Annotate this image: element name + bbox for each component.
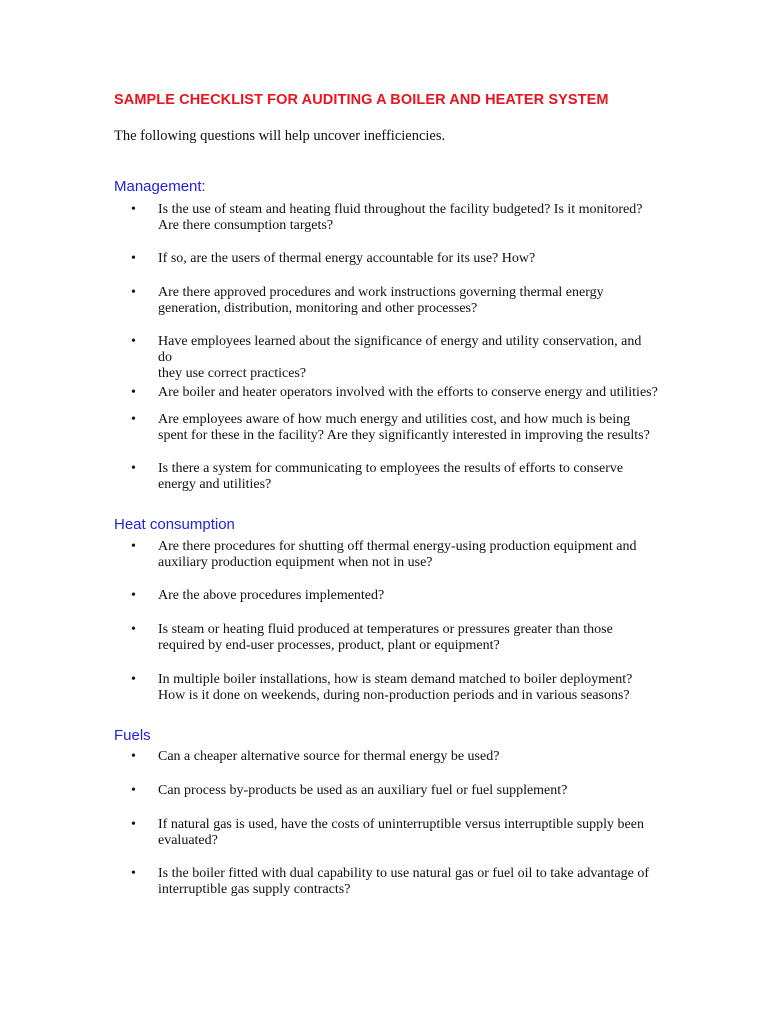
bullet: • xyxy=(131,866,136,881)
question-text: Is steam or heating fluid produced at temperatures or pressures greater than those required by end-user processes, product, plant or equipment? xyxy=(158,622,613,653)
document-title: SAMPLE CHECKLIST FOR AUDITING A BOILER AND HEATER SYSTEM xyxy=(114,92,609,108)
bullet: • xyxy=(131,588,136,603)
bullet: • xyxy=(131,202,136,217)
bullet: • xyxy=(131,539,136,554)
bullet: • xyxy=(131,285,136,300)
bullet: • xyxy=(131,412,136,427)
question-text: If so, are the users of thermal energy accountable for its use? How? xyxy=(158,251,536,266)
intro-paragraph: The following questions will help uncover inefficiencies. xyxy=(114,128,446,144)
bullet: • xyxy=(131,251,136,266)
bullet: • xyxy=(131,672,136,687)
section-heading-heat-consumption: Heat consumption xyxy=(114,516,235,533)
bullet: • xyxy=(131,622,136,637)
question-text: Is there a system for communicating to employees the results of efforts to conserve energy and utilities? xyxy=(158,461,624,492)
question-text: If natural gas is used, have the costs of uninterruptible versus interruptible supply been evaluated? xyxy=(158,817,644,848)
bullet: • xyxy=(131,749,136,764)
question-text: Is the use of steam and heating fluid throughout the facility budgeted? Is it monitored? Are there consumption targets? xyxy=(158,202,643,233)
question-text: Are boiler and heater operators involved with the efforts to conserve energy and utilities? xyxy=(158,385,658,400)
bullet: • xyxy=(131,385,136,400)
bullet: • xyxy=(131,817,136,832)
question-text: Are there procedures for shutting off thermal energy-using production equipment and auxiliary production equipment when not in use? xyxy=(158,539,637,570)
question-text: Can process by-products be used as an auxiliary fuel or fuel supplement? xyxy=(158,783,568,798)
question-text: Are the above procedures implemented? xyxy=(158,588,385,603)
bullet: • xyxy=(131,783,136,798)
question-text: Can a cheaper alternative source for thermal energy be used? xyxy=(158,749,500,764)
question-text: Have employees learned about the significance of energy and utility conservation, and do they use correct practices? xyxy=(158,334,642,381)
bullet: • xyxy=(131,334,136,349)
section-heading-fuels: Fuels xyxy=(114,727,151,744)
question-text: In multiple boiler installations, how is steam demand matched to boiler deployment? How is it done on weekends, during non-production periods and in various seasons? xyxy=(158,672,633,703)
question-text: Is the boiler fitted with dual capability to use natural gas or fuel oil to take advantage of interruptible gas supply contracts? xyxy=(158,866,650,897)
section-heading-management: Management: xyxy=(114,178,206,195)
question-text: Are employees aware of how much energy and utilities cost, and how much is being spent for these in the facility? Are they significantly interested in improving the results? xyxy=(158,412,650,443)
question-text: Are there approved procedures and work instructions governing thermal energy generation, distribution, monitoring and other processes? xyxy=(158,285,604,316)
bullet: • xyxy=(131,461,136,476)
